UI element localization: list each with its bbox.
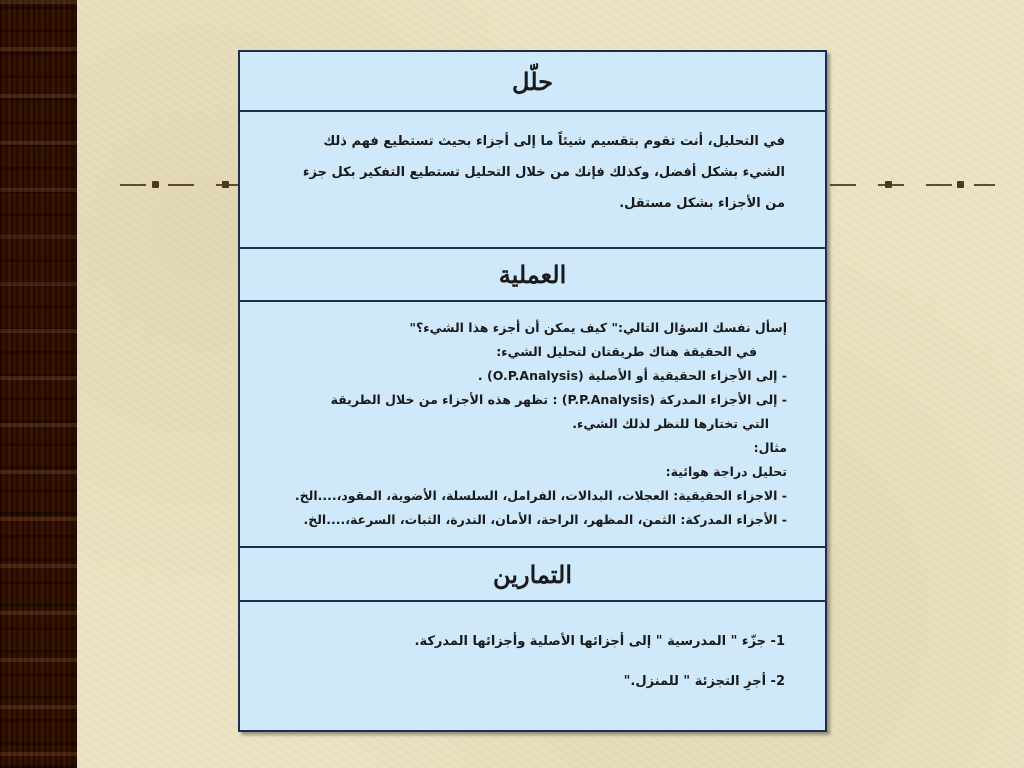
decorative-dot <box>957 181 964 188</box>
section-heading-exercises <box>240 548 825 602</box>
process-line: في الحقيقة هناك طريقتان لتحليل الشيء: <box>496 344 757 359</box>
process-line: - إلى الأجزاء المدركة (P.P.Analysis) : تظهر هذه الأجزاء من خلال الطريقة <box>330 392 787 407</box>
decorative-dashed-line-left <box>120 184 238 186</box>
exercises-section <box>240 602 825 730</box>
exercise-item: 1- جزّء " المدرسية " إلى أجزائها الأصلية وأجزائها المدركة. <box>414 634 785 649</box>
definition-section <box>240 112 825 249</box>
process-line: التي تختارها للنظر لذلك الشيء. <box>572 416 769 431</box>
heading-analyze-text: حلّل <box>512 66 553 96</box>
process-line: مثال: <box>753 440 787 455</box>
exercise-list <box>280 622 785 702</box>
definition-paragraph <box>280 126 785 219</box>
section-heading-analyze <box>240 52 825 112</box>
decorative-dot <box>152 181 159 188</box>
process-line: إسأل نفسك السؤال التالي:" كيف يمكن أن أجزء هذا الشيء؟" <box>409 320 787 335</box>
definition-line: في التحليل، أنت تقوم بتقسيم شيئاً ما إلى أجزاء بحيث تستطيع فهم ذلك <box>323 134 785 149</box>
slide-card <box>238 50 827 732</box>
process-line: - الأجزاء المدركة: الثمن، المظهر، الراحة، الأمان، الندرة، الثبات، السرعة،....الخ. <box>303 512 787 527</box>
process-line: - الاجزاء الحقيقية: العجلات، البدالات، الفرامل، السلسلة، الأضوية، المقود،....الخ. <box>294 488 787 503</box>
process-section <box>240 302 825 548</box>
process-line: تحليل دراجة هوائية: <box>665 464 787 479</box>
heading-process-text: العملية <box>498 260 567 289</box>
decorative-dot <box>885 181 892 188</box>
definition-line: الشيء بشكل أفضل، وكذلك فإنك من خلال التحليل تستطيع التفكير بكل جزء من <box>302 165 785 211</box>
process-line: - إلى الأجزاء الحقيقية أو الأصلية (O.P.Analysis) . <box>477 368 787 383</box>
section-heading-process <box>240 249 825 302</box>
heading-exercises-text: التمارين <box>493 559 572 589</box>
process-list <box>270 316 787 532</box>
decorative-dashed-line-right <box>830 184 995 186</box>
decorative-dot <box>222 181 229 188</box>
definition-line: الأجزاء بشكل مستقل. <box>619 196 761 211</box>
decorative-wood-strip <box>0 0 77 768</box>
exercise-item: 2- أجرِ التجزئة " للمنزل." <box>623 674 785 689</box>
